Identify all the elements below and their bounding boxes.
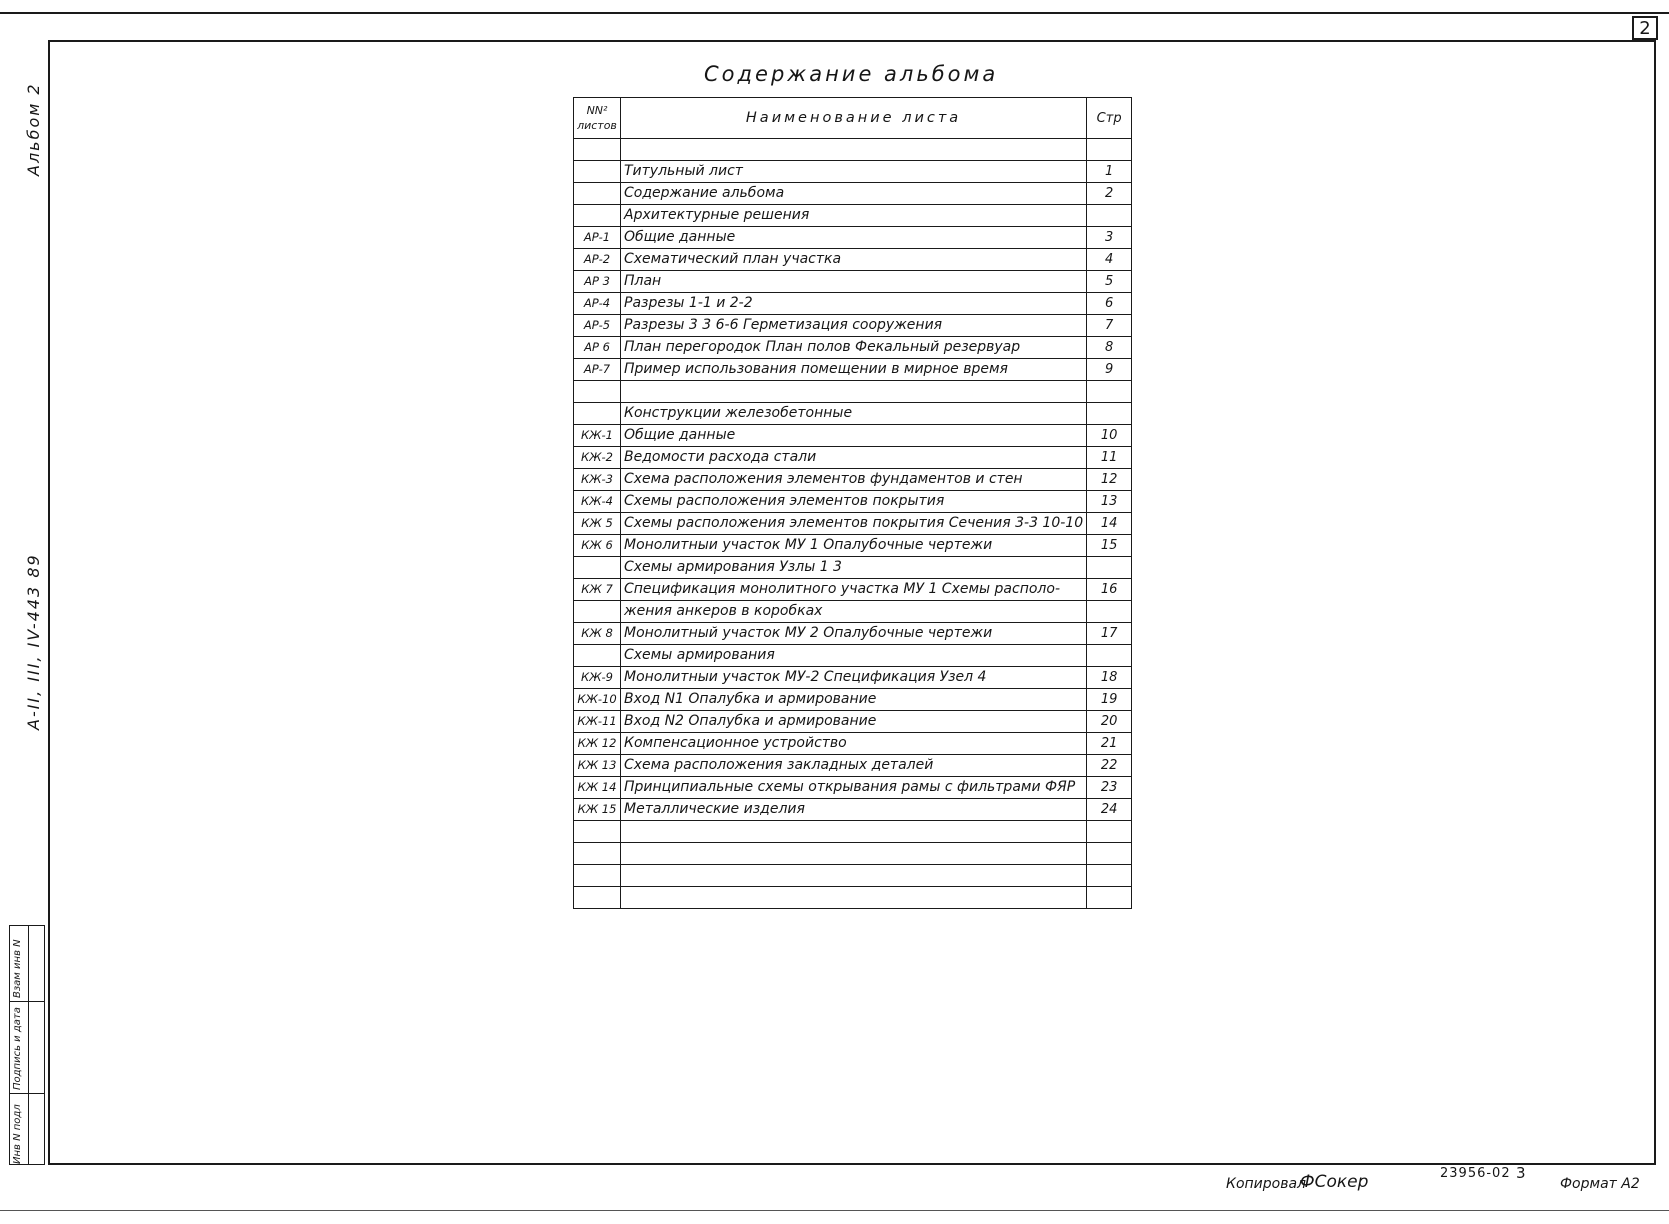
header-sheet-no-line2: листов	[577, 119, 617, 132]
stamp-cell-line	[10, 1093, 44, 1094]
table-row	[574, 821, 1132, 843]
table-row	[574, 557, 1132, 579]
table-row	[574, 777, 1132, 799]
sheet-name-cell	[621, 865, 1087, 887]
table-row	[574, 425, 1132, 447]
sheet-code-cell: КЖ-9	[574, 667, 621, 689]
table-row	[574, 315, 1132, 337]
sheet-code-cell	[574, 821, 621, 843]
sheet-code-cell: КЖ 15	[574, 799, 621, 821]
table-row	[574, 755, 1132, 777]
page-number-cell: 19	[1087, 689, 1132, 711]
table-row	[574, 623, 1132, 645]
bottom-scan-line	[0, 1210, 1669, 1211]
page-number-cell	[1087, 205, 1132, 227]
table-row	[574, 205, 1132, 227]
header-sheet-no	[574, 98, 621, 139]
sheet-name-cell: Схематический план участка	[621, 249, 1087, 271]
sheet-number-box	[1632, 16, 1658, 40]
sheet-code-cell	[574, 381, 621, 403]
sheet-code-cell: КЖ 5	[574, 513, 621, 535]
table-row	[574, 535, 1132, 557]
sheet-name-cell: План	[621, 271, 1087, 293]
sheet-code-cell	[574, 865, 621, 887]
sheet-name-cell: Содержание альбома	[621, 183, 1087, 205]
table-row	[574, 513, 1132, 535]
sheet-code-cell: АР 3	[574, 271, 621, 293]
sheet-name-cell: Разрезы 1-1 и 2-2	[621, 293, 1087, 315]
sheet-name-cell: Вход N2 Опалубка и армирование	[621, 711, 1087, 733]
page-number-cell: 12	[1087, 469, 1132, 491]
page-number-cell: 4	[1087, 249, 1132, 271]
sheet-code-cell: КЖ 13	[574, 755, 621, 777]
page-number-cell: 24	[1087, 799, 1132, 821]
page-number-cell: 23	[1087, 777, 1132, 799]
table-row	[574, 469, 1132, 491]
header-page: Стр	[1087, 98, 1132, 139]
sheet-code-cell: КЖ-11	[574, 711, 621, 733]
sheet-code-cell: КЖ 7	[574, 579, 621, 601]
sheet-code-cell: КЖ-4	[574, 491, 621, 513]
page-number-cell: 20	[1087, 711, 1132, 733]
page-number-cell: 17	[1087, 623, 1132, 645]
sheet-name-cell	[621, 887, 1087, 909]
page-number-cell: 3	[1087, 227, 1132, 249]
header-sheet-name: Наименование листа	[621, 98, 1087, 139]
table-row	[574, 293, 1132, 315]
page-number-cell: 18	[1087, 667, 1132, 689]
sheet-code-cell	[574, 403, 621, 425]
page-number-cell	[1087, 645, 1132, 667]
table-row	[574, 183, 1132, 205]
sheet-name-cell: Титульный лист	[621, 161, 1087, 183]
sheet-name-cell: Конструкции железобетонные	[621, 403, 1087, 425]
sheet-code-cell: АР-5	[574, 315, 621, 337]
table-row	[574, 227, 1132, 249]
page-number-cell: 15	[1087, 535, 1132, 557]
sheet-number: 2	[1639, 18, 1651, 39]
sheet-code-cell	[574, 645, 621, 667]
sheet-code-cell	[574, 161, 621, 183]
page-number-cell: 9	[1087, 359, 1132, 381]
stamp-cell-line	[10, 1001, 44, 1002]
sheet-name-cell: Схема расположения закладных деталей	[621, 755, 1087, 777]
stamp-label-sign: Подпись и дата	[12, 1007, 23, 1090]
header-sheet-no-line1: NN²	[586, 104, 608, 117]
contents-table	[573, 97, 1132, 909]
page-number-cell	[1087, 557, 1132, 579]
copied-by-label: Копировал	[1226, 1176, 1306, 1192]
album-label: Альбом 2	[24, 82, 43, 176]
sheet-code-cell: АР 6	[574, 337, 621, 359]
page-number-cell: 2	[1087, 183, 1132, 205]
sheet-name-cell: Схемы армирования Узлы 1 3	[621, 557, 1087, 579]
table-row	[574, 447, 1132, 469]
sheet-name-cell	[621, 381, 1087, 403]
table-row	[574, 689, 1132, 711]
sheet-name-cell	[621, 139, 1087, 161]
table-row	[574, 403, 1132, 425]
side-stamp	[9, 925, 45, 1165]
format-label: Формат А2	[1560, 1176, 1640, 1192]
page-number-cell	[1087, 821, 1132, 843]
page-number-cell: 8	[1087, 337, 1132, 359]
sheet-code-cell: КЖ 6	[574, 535, 621, 557]
table-row	[574, 667, 1132, 689]
table-header-row	[574, 98, 1132, 139]
sheet-name-cell: Монолитныи участок МУ 1 Опалубочные чертежи	[621, 535, 1087, 557]
page-number-cell: 5	[1087, 271, 1132, 293]
sheet-name-cell: Ведомости расхода стали	[621, 447, 1087, 469]
sheet-code-cell: КЖ-2	[574, 447, 621, 469]
sheet-code-cell: КЖ-10	[574, 689, 621, 711]
sheet-code-cell: АР-7	[574, 359, 621, 381]
page-number-cell: 14	[1087, 513, 1132, 535]
page-number-cell	[1087, 139, 1132, 161]
sheet-code-cell: КЖ 14	[574, 777, 621, 799]
stamp-label-replace: Взам инв N	[12, 939, 23, 998]
sheet-name-cell: Компенсационное устройство	[621, 733, 1087, 755]
sheet-name-cell	[621, 821, 1087, 843]
page-number-cell: 21	[1087, 733, 1132, 755]
table-row	[574, 491, 1132, 513]
sheet-code-cell	[574, 887, 621, 909]
table-row	[574, 843, 1132, 865]
stamp-divider	[28, 926, 29, 1164]
table-row	[574, 249, 1132, 271]
sheet-code-cell	[574, 601, 621, 623]
sheet-code-cell: КЖ-1	[574, 425, 621, 447]
table-row	[574, 887, 1132, 909]
table-row	[574, 865, 1132, 887]
table-row	[574, 337, 1132, 359]
sheet-code-cell: АР-1	[574, 227, 621, 249]
page-number-cell: 11	[1087, 447, 1132, 469]
sheet-code-cell: КЖ-3	[574, 469, 621, 491]
sheet-name-cell: Спецификация монолитного участка МУ 1 Схемы располо-	[621, 579, 1087, 601]
sheet-name-cell: Вход N1 Опалубка и армирование	[621, 689, 1087, 711]
page-number-cell	[1087, 403, 1132, 425]
page-title: Содержание альбома	[704, 62, 999, 86]
sheet-name-cell: План перегородок План полов Фекальный резервуар	[621, 337, 1087, 359]
table-row	[574, 139, 1132, 161]
table-row	[574, 271, 1132, 293]
page-number-cell: 22	[1087, 755, 1132, 777]
sheet-code-cell: АР-2	[574, 249, 621, 271]
sheet-name-cell: Общие данные	[621, 227, 1087, 249]
table-row	[574, 601, 1132, 623]
sheet-code-cell	[574, 183, 621, 205]
series-code: А-II, III, IV-443 89	[24, 553, 43, 730]
page-number-cell: 1	[1087, 161, 1132, 183]
sheet-code-cell	[574, 205, 621, 227]
sheet-name-cell	[621, 843, 1087, 865]
table-row	[574, 579, 1132, 601]
sheet-name-cell: Схемы армирования	[621, 645, 1087, 667]
page-number-cell: 7	[1087, 315, 1132, 337]
page-number-cell: 6	[1087, 293, 1132, 315]
top-border-line	[0, 12, 1669, 14]
sheet-name-cell: Схемы расположения элементов покрытия Сечения 3-3 10-10	[621, 513, 1087, 535]
sheet-name-cell: Схемы расположения элементов покрытия	[621, 491, 1087, 513]
page-number-cell: 13	[1087, 491, 1132, 513]
sheet-code-cell	[574, 557, 621, 579]
doc-number: 23956-02	[1440, 1166, 1511, 1181]
stamp-label-inv: Инв N подл	[12, 1104, 23, 1164]
sheet-code-cell: КЖ 8	[574, 623, 621, 645]
sheet-name-cell: Схема расположения элементов фундаментов и стен	[621, 469, 1087, 491]
copier-signature: ФСокер	[1300, 1172, 1369, 1192]
sheet-code-cell	[574, 139, 621, 161]
doc-page: 3	[1516, 1164, 1526, 1182]
table-row	[574, 161, 1132, 183]
sheet-name-cell: Принципиальные схемы открывания рамы с фильтрами ФЯР	[621, 777, 1087, 799]
sheet-name-cell: Монолитныи участок МУ-2 Спецификация Узел 4	[621, 667, 1087, 689]
sheet-name-cell: Монолитный участок МУ 2 Опалубочные чертежи	[621, 623, 1087, 645]
sheet-name-cell: Металлические изделия	[621, 799, 1087, 821]
sheet-name-cell: Пример использования помещении в мирное время	[621, 359, 1087, 381]
table-row	[574, 733, 1132, 755]
sheet-name-cell: Общие данные	[621, 425, 1087, 447]
sheet-code-cell: КЖ 12	[574, 733, 621, 755]
page-number-cell	[1087, 381, 1132, 403]
page-number-cell	[1087, 865, 1132, 887]
table-row	[574, 711, 1132, 733]
page-number-cell	[1087, 843, 1132, 865]
page-number-cell: 10	[1087, 425, 1132, 447]
table-row	[574, 359, 1132, 381]
sheet-name-cell: Разрезы 3 3 6-6 Герметизация сооружения	[621, 315, 1087, 337]
sheet-code-cell: АР-4	[574, 293, 621, 315]
table-row	[574, 381, 1132, 403]
sheet-name-cell: жения анкеров в коробках	[621, 601, 1087, 623]
page-number-cell: 16	[1087, 579, 1132, 601]
sheet-name-cell: Архитектурные решения	[621, 205, 1087, 227]
table-row	[574, 645, 1132, 667]
sheet-code-cell	[574, 843, 621, 865]
table-row	[574, 799, 1132, 821]
page-number-cell	[1087, 887, 1132, 909]
page-number-cell	[1087, 601, 1132, 623]
